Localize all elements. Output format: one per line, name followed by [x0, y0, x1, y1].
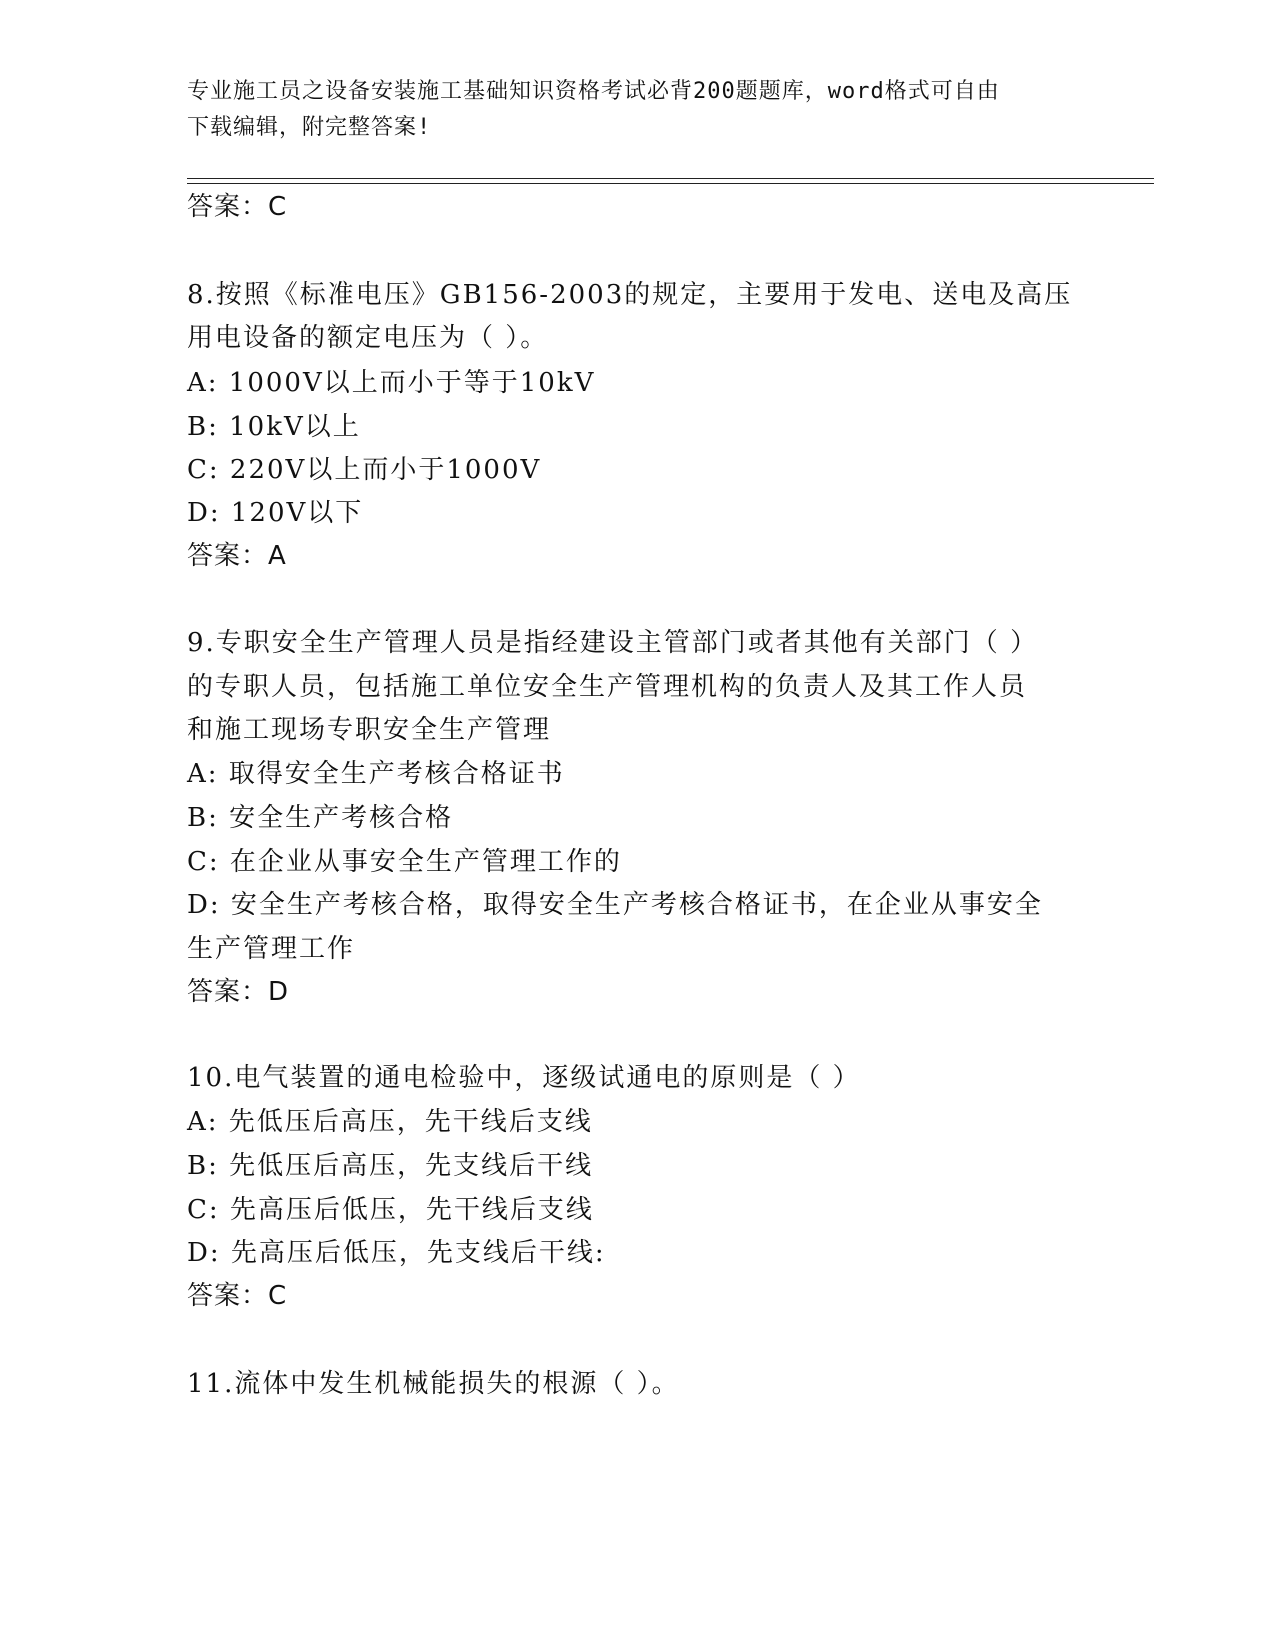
option-c: C: 220V以上而小于1000V [187, 455, 542, 485]
question-text-line: 8.按照《标准电压》GB156-2003的规定，主要用于发电、送电及高压 [187, 280, 1073, 310]
header-line-2: 下载编辑，附完整答案! [187, 115, 432, 140]
question-text-line: 9.专职安全生产管理人员是指经建设主管部门或者其他有关部门（ ） [187, 628, 1039, 658]
question-text-line: 用电设备的额定电压为（ ）。 [187, 323, 549, 353]
option-b: B: 先低压后高压，先支线后干线 [187, 1151, 594, 1181]
answer: 答案：D [187, 977, 290, 1007]
option-d-continued: 生产管理工作 [187, 934, 356, 964]
option-b: B: 安全生产考核合格 [187, 803, 454, 833]
document-header [187, 74, 1087, 146]
option-d: D: 安全生产考核合格，取得安全生产考核合格证书，在企业从事安全 [187, 890, 1043, 920]
option-a: A: 先低压后高压，先干线后支线 [187, 1107, 593, 1137]
option-d: D: 120V以下 [187, 498, 364, 528]
answer: 答案：C [187, 1281, 288, 1311]
option-b: B: 10kV以上 [187, 412, 361, 442]
header-divider-top [187, 178, 1154, 179]
header-divider-bottom [187, 183, 1154, 184]
option-c: C: 先高压后低压，先干线后支线 [187, 1195, 594, 1225]
option-a: A: 取得安全生产考核合格证书 [187, 759, 565, 789]
question-text-line: 的专职人员，包括施工单位安全生产管理机构的负责人及其工作人员 [187, 672, 1028, 702]
option-d: D: 先高压后低压，先支线后干线: [187, 1238, 606, 1268]
answer: 答案：A [187, 541, 287, 571]
question-text-line: 11.流体中发生机械能损失的根源（ ）。 [187, 1369, 680, 1399]
answer-previous: 答案：C [187, 192, 288, 222]
question-text-line: 和施工现场专职安全生产管理 [187, 715, 552, 745]
header-line-1: 专业施工员之设备安装施工基础知识资格考试必背200题题库，word格式可自由 [187, 79, 1000, 104]
question-text-line: 10.电气装置的通电检验中，逐级试通电的原则是（ ） [187, 1063, 861, 1093]
option-a: A: 1000V以上而小于等于10kV [187, 368, 596, 398]
option-c: C: 在企业从事安全生产管理工作的 [187, 847, 622, 877]
